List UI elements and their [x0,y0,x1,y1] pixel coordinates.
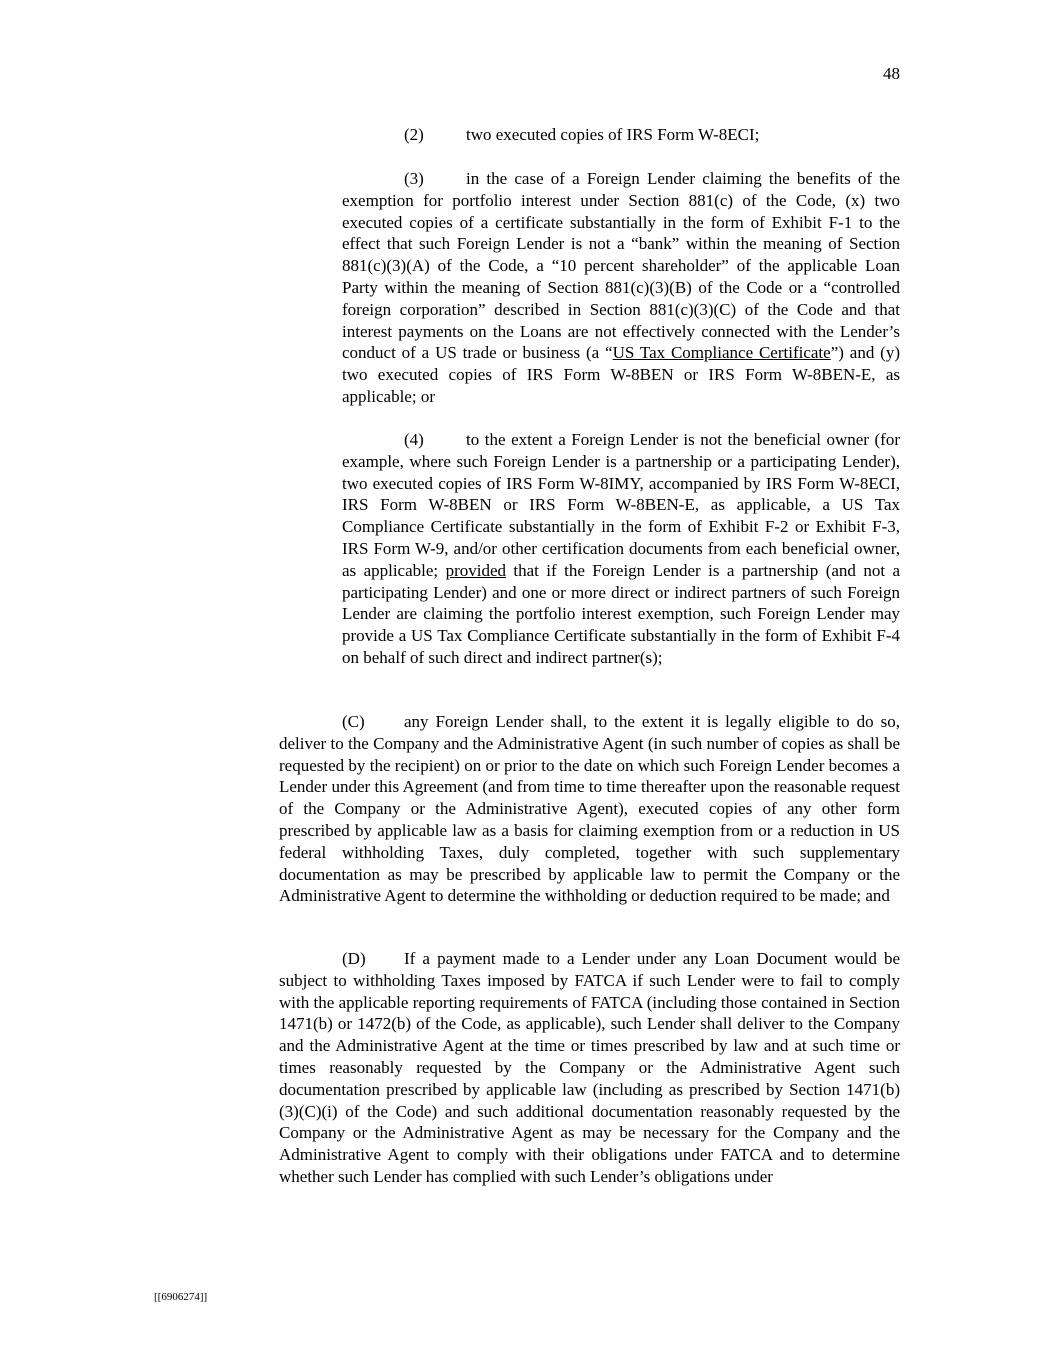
paragraph-c-label: (C) [342,712,365,731]
paragraph-2 [342,124,900,146]
paragraph-2-text: two executed copies of IRS Form W-8ECI; [466,125,760,144]
page-number: 48 [883,64,900,83]
paragraph-2-label: (2) [404,125,424,144]
paragraph-3-text-b: ”) and (y) two executed copies of IRS Form W-8BEN or IRS Form W-8BEN-E, as applicable; or [342,343,901,406]
paragraph-d [279,948,900,1188]
paragraph-3-text-a: in the case of a Foreign Lender claiming the benefits of the exemption for portfolio interest under Section 881(c) of the Code, (x) two executed copies of a certificate substantially in the form of Exhibit F-1 to the effect that such Foreign Lender is not a “bank” within the meaning of Section 881(c)(3)(A) of the Code, a “10 percent shareholder” of the applicable Loan Party within the meaning of Section 881(c)(3)(B) of the Code or a “controlled foreign corporation” described in Section 881(c)(3)(C) of the Code and that interest payments on the Loans are not effectively connected with the Lender’s conduct of a US trade or business (a “ [342,169,900,363]
paragraph-d-label: (D) [342,949,366,968]
paragraph-3 [342,168,900,408]
paragraph-c [279,711,900,907]
proviso-provided: provided [445,560,506,580]
paragraph-4-text-b: that if the Foreign Lender is a partnership (and not a participating Lender) and one or more direct or indirect partners of such Foreign Lender are claiming the portfolio interest exemption, such Foreign Lender may provide a US Tax Compliance Certificate substantially in the form of Exhibit F-4 on behalf of such direct and indirect partner(s); [342,560,900,667]
paragraph-d-text: If a payment made to a Lender under any Loan Document would be subject to withholding Taxes imposed by FATCA if such Lender were to fail to comply with the applicable reporting requirements of FATCA (including those contained in Section 1471(b) or 1472(b) of the Code, as applicable), such Lender shall deliver to the Company and the Administrative Agent at the time or times prescribed by law and at such time or times reasonably requested by the Company or the Administrative Agent such documentation prescribed by applicable law (including as prescribed by Section 1471(b)(3)(C)(i) of the Code) and such additional documentation reasonably requested by the Company or the Administrative Agent as may be necessary for the Company and the Administrative Agent to comply with their obligations under FATCA and to determine whether such Lender has complied with such Lender’s obligations under [279,949,900,1186]
defined-term-us-tax-compliance-certificate: US Tax Compliance Certificate [612,343,831,363]
paragraph-4-label: (4) [404,430,424,449]
paragraph-4-text-a: to the extent a Foreign Lender is not the beneficial owner (for example, where such Foreign Lender is a partnership or a participating Lender), two executed copies of IRS Form W-8IMY, accompanied by IRS Form W-8ECI, IRS Form W-8BEN or IRS Form W-8BEN-E, as applicable, a US Tax Compliance Certificate substantially in the form of Exhibit F-2 or Exhibit F-3, IRS Form W-9, and/or other certification documents from each beneficial owner, as applicable; [342,430,900,580]
document-id-footer: [[6906274]] [154,1291,208,1303]
paragraph-3-label: (3) [404,169,424,188]
paragraph-4 [342,429,900,669]
paragraph-c-text: any Foreign Lender shall, to the extent it is legally eligible to do so, deliver to the Company and the Administrative Agent (in such number of copies as shall be requested by the recipient) on or prior to the date on which such Foreign Lender becomes a Lender under this Agreement (and from time to time thereafter upon the reasonable request of the Company or the Administrative Agent), executed copies of any other form prescribed by applicable law as a basis for claiming exemption from or a reduction in US federal withholding Taxes, duly completed, together with such supplementary documentation as may be prescribed by applicable law to permit the Company or the Administrative Agent to determine the withholding or deduction required to be made; and [279,712,900,906]
